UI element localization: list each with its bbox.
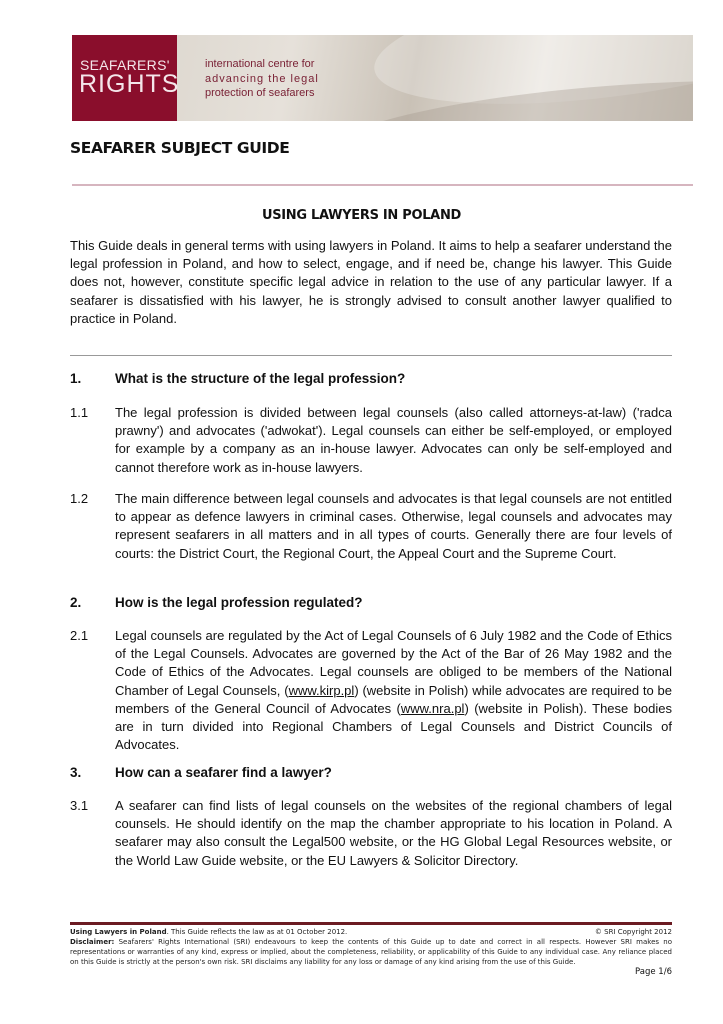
- clause-number: 3.1: [70, 798, 89, 813]
- nra-website-link[interactable]: www.nra.pl: [400, 700, 465, 716]
- header-banner: [72, 35, 693, 121]
- kirp-website-link[interactable]: www.kirp.pl: [288, 682, 355, 698]
- logo-text-top: SEAFARERS': [80, 57, 170, 73]
- clause-text-part: Legal counsels are regulated by the Act of Legal Counsels of 6 July 1982 and the Code of Ethics of the Legal Counsels. Advocates are governed by the Act of the Bar of 26 May 1982 and the Code of Ethics of the Advocates. Legal counsels are obliged to be members of the National Chamber of Legal Counsels, (: [115, 628, 672, 698]
- tagline-line: international centre for: [205, 58, 315, 70]
- divider: [70, 355, 672, 356]
- logo-tagline: [205, 57, 319, 101]
- disclaimer-label: Disclaimer:: [70, 938, 115, 946]
- section-title: What is the structure of the legal profession?: [115, 371, 406, 386]
- clause-text: A seafarer can find lists of legal counsels on the websites of the regional chambers of legal counsels. He should identify on the map the chamber appropriate to his location in Poland. A seafarer may also consult the Legal500 website, or the HG Global Legal Resources website, or the World Law Guide website, or the EU Lawyers & Solicitor Directory.: [115, 798, 672, 868]
- footer-divider: [70, 922, 672, 925]
- section-title: How can a seafarer find a lawyer?: [115, 765, 332, 780]
- divider: [72, 184, 693, 186]
- intro-paragraph: This Guide deals in general terms with using lawyers in Poland. It aims to help a seafarer understand the legal profession in Poland, and how to select, engage, and if need be, change his lawyer. This Guide does not, however, constitute specific legal advice in relation to the use of any particular lawyer. If a seafarer is dissatisfied with his lawyer, he is strongly advised to consult another lawyer qualified to practice in Poland.: [70, 238, 672, 326]
- footer-reflects-text: . This Guide reflects the law as at 01 October 2012.: [166, 928, 348, 936]
- clause-text-part: ) (website in Polish) while advocates are required to be members of the General Council of Advocates (: [115, 682, 672, 716]
- clause-number: 1.2: [70, 491, 89, 506]
- section-number: 2.: [70, 595, 82, 610]
- section-number: 3.: [70, 765, 82, 780]
- clause-text-part: ) (website in Polish). These bodies are in turn divided into Regional Chambers of Legal Counsels and District Councils of Advocates.: [115, 700, 672, 753]
- seafarers-rights-logo: [72, 35, 180, 121]
- logo-text-bottom: RIGHTS: [79, 70, 180, 98]
- section-number: 1.: [70, 371, 82, 386]
- disclaimer-text: Seafarers' Rights International (SRI) endeavours to keep the contents of this Guide up to date and correct in all respects. However SRI makes no representations or warranties of any kind, express or implied, about the completeness, reliability, or applicability of this Guide to any individual case. Any reliance placed on this Guide is strictly at the person's own risk. SRI disclaims any liability for any loss or damage of any kind arising from the use of this Guide.: [70, 938, 672, 966]
- clause-text: [115, 627, 672, 754]
- section-title: How is the legal profession regulated?: [115, 595, 363, 610]
- tagline-line: protection of seafarers: [205, 87, 315, 99]
- copyright-notice: © SRI Copyright 2012: [594, 928, 672, 936]
- document-title: USING LAWYERS IN POLAND: [261, 208, 462, 223]
- page-number: Page 1/6: [635, 967, 672, 977]
- clause-text: The main difference between legal counsels and advocates is that legal counsels are not entitled to appear as defence lawyers in criminal cases. Otherwise, legal counsels and advocates may represent seafarers in all matters and in all types of courts. Generally there are four levels of courts: the District Court, the Regional Court, the Appeal Court and the Supreme Court.: [115, 491, 672, 561]
- clause-number: 2.1: [70, 628, 89, 643]
- tagline-line: advancing the legal: [205, 72, 319, 85]
- footer-title: Using Lawyers in Poland: [70, 928, 167, 936]
- clause-number: 1.1: [70, 405, 89, 420]
- page-footer: [70, 927, 672, 967]
- footer-title-line: [70, 927, 672, 937]
- disclaimer: [70, 937, 672, 967]
- subject-guide-heading: SEAFARER SUBJECT GUIDE: [70, 139, 290, 157]
- clause-text: The legal profession is divided between legal counsels (also called attorneys-at-law) ('radca prawny') and advocates ('adwokat'). Legal counsels can either be self-employed, or employed for example by a company as an in-house lawyer. Advocates can only be self-employed and cannot therefore work as in-house lawyers.: [115, 405, 672, 475]
